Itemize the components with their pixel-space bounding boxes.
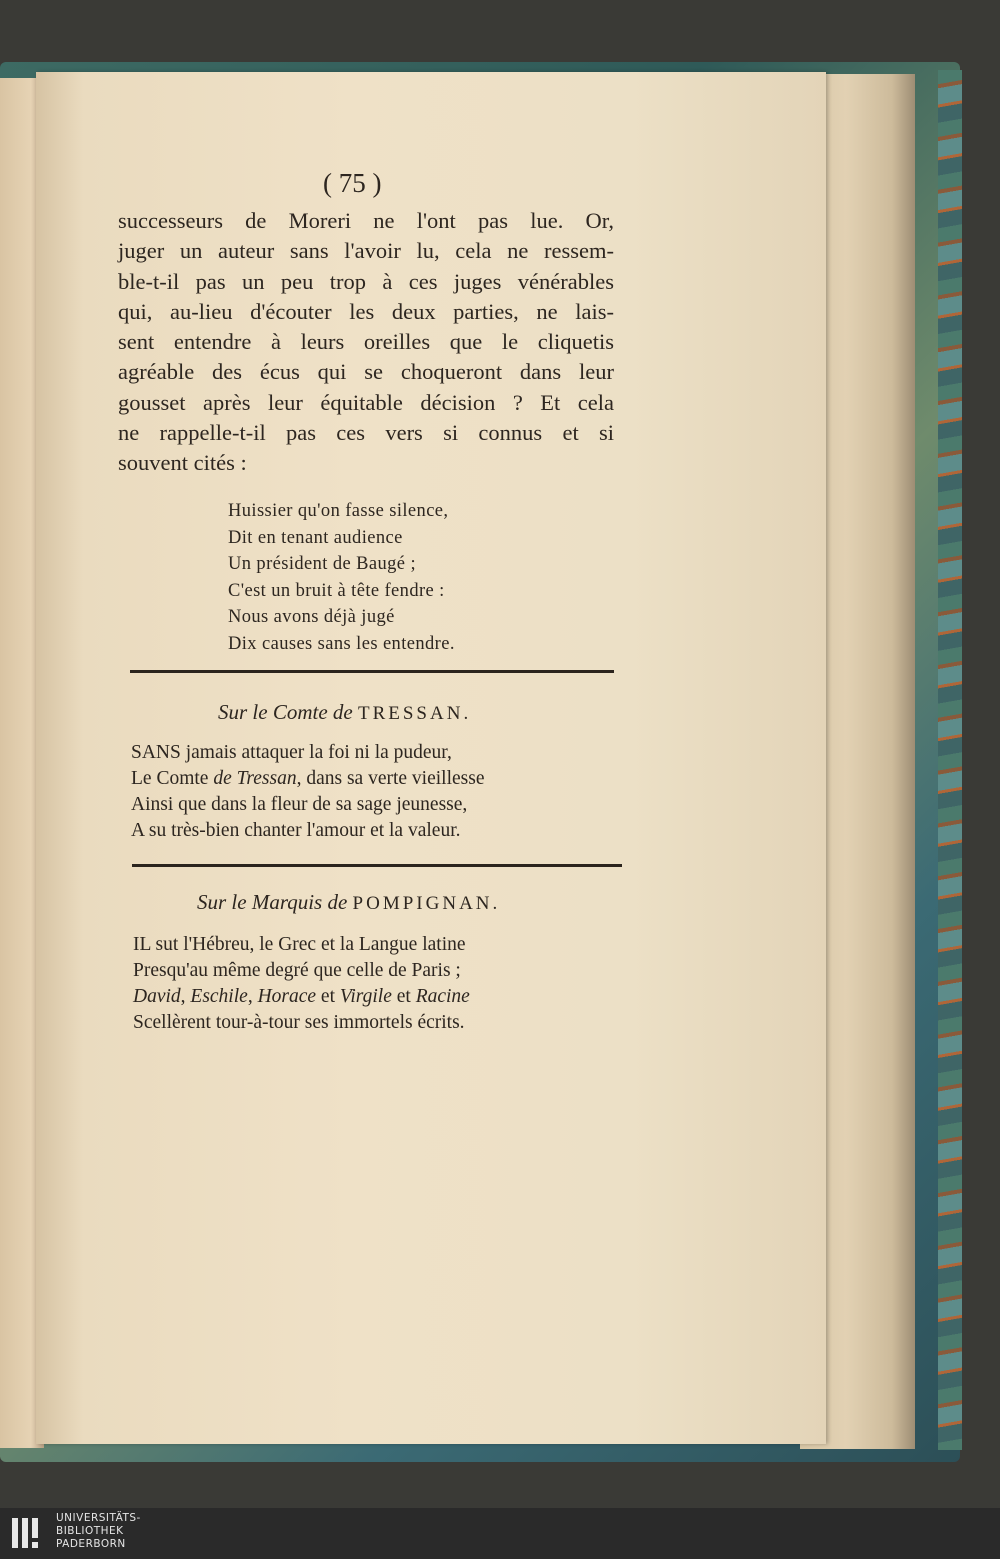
verse-line: Dit en tenant audience — [228, 527, 403, 548]
library-name — [56, 1512, 141, 1551]
prose-line: successeurs de Moreri ne l'ont pas lue. Or, — [118, 208, 614, 233]
verse-fragment: , — [247, 986, 258, 1007]
verse-line: SANS jamais attaquer la foi ni la pudeur, — [131, 742, 452, 763]
verse-fragment: , dans sa verte vieillesse — [296, 768, 485, 789]
library-name-line: PADERBORN — [56, 1538, 126, 1550]
quoted-verse — [228, 498, 455, 658]
verse-line: Ainsi que dans la fleur de sa sage jeunesse, — [131, 794, 468, 815]
verse-line: Huissier qu'on fasse silence, — [228, 501, 449, 521]
prose-line: sent entendre à leurs oreilles que le cliquetis — [118, 329, 614, 355]
prose-paragraph — [118, 206, 614, 479]
epigram-tressan — [131, 740, 484, 844]
library-name-line: UNIVERSITÄTS- — [56, 1512, 141, 1524]
prose-line: agréable des écus qui se choqueront dans leur — [118, 359, 614, 385]
verse-line: Nous avons déjà jugé — [228, 607, 395, 628]
prose-line: ne rappelle-t-il pas ces vers si connus et si — [118, 420, 614, 446]
page-number: ( 75 ) — [323, 168, 382, 198]
verse-line — [133, 984, 470, 1010]
verse-line: Un président de Baugé ; — [228, 554, 416, 575]
section-heading-pompignan — [197, 890, 500, 915]
heading-prefix: Sur le Comte de — [218, 700, 353, 724]
section-divider — [132, 864, 622, 867]
verse-fragment: David — [133, 986, 181, 1007]
verse-line: Dix causes sans les entendre. — [228, 633, 455, 654]
heading-name: POMPIGNAN. — [352, 893, 501, 914]
verse-fragment: de Tressan — [213, 768, 297, 789]
section-heading-tressan — [218, 700, 471, 725]
heading-name: TRESSAN. — [357, 703, 472, 724]
library-logo-icon — [8, 1514, 48, 1554]
prose-line: souvent cités : — [118, 450, 247, 476]
verse-fragment: , — [180, 986, 191, 1007]
prose-line: gousset après leur équitable décision ? Et cela — [118, 389, 614, 415]
library-footer — [0, 1508, 1000, 1559]
verse-fragment: Virgile — [339, 986, 392, 1007]
verse-line: Scellèrent tour-à-tour ses immortels écrits. — [133, 1012, 465, 1033]
verse-line: C'est un bruit à tête fendre : — [228, 580, 445, 601]
verse-fragment: Le Comte — [131, 768, 209, 789]
prose-line: qui, au-lieu d'écouter les deux parties, ne lais- — [118, 298, 614, 324]
verse-fragment: Racine — [415, 986, 470, 1007]
verse-line — [131, 766, 484, 792]
verse-fragment: Eschile — [190, 986, 248, 1007]
section-divider — [130, 670, 614, 673]
verse-line: IL sut l'Hébreu, le Grec et la Langue latine — [133, 934, 466, 955]
verse-fragment: et — [391, 986, 416, 1007]
prose-line: juger un auteur sans l'avoir lu, cela ne ressem- — [118, 238, 614, 264]
verse-fragment: et — [316, 986, 340, 1007]
heading-prefix: Sur le Marquis de — [197, 890, 348, 914]
marbled-edge — [938, 70, 962, 1450]
epigram-pompignan — [133, 932, 470, 1036]
library-name-line: BIBLIOTHEK — [56, 1525, 124, 1537]
verse-line: Presqu'au même degré que celle de Paris ; — [133, 960, 461, 981]
verse-fragment: Horace — [257, 986, 317, 1007]
verse-line: A su très-bien chanter l'amour et la valeur. — [131, 820, 461, 841]
prose-line: ble-t-il pas un peu trop à ces juges vénérables — [118, 268, 614, 294]
